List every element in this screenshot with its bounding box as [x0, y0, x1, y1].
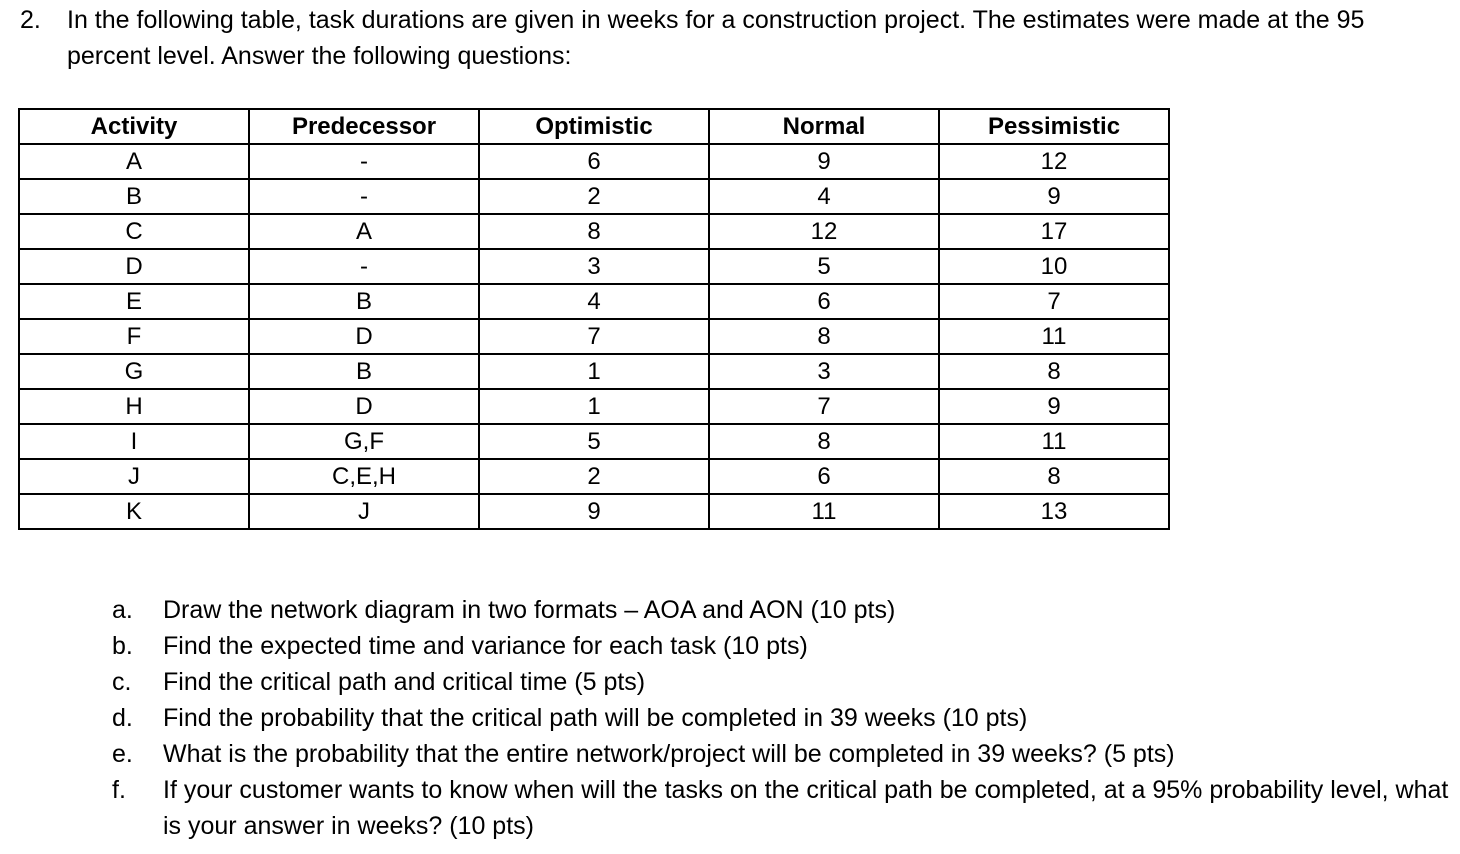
part-letter: a.	[112, 596, 133, 624]
table-header-row	[19, 109, 1169, 144]
cell-normal: 7	[709, 389, 939, 424]
part-text: Find the expected time and variance for each task (10 pts)	[163, 632, 808, 660]
part-letter: c.	[112, 668, 132, 696]
header-activity: Activity	[19, 109, 249, 144]
cell-activity: D	[19, 249, 249, 284]
cell-predecessor: D	[249, 319, 479, 354]
header-pessimistic: Pessimistic	[939, 109, 1169, 144]
part-letter: f.	[112, 776, 126, 804]
part-letter: d.	[112, 704, 133, 732]
task-duration-table	[18, 108, 1170, 530]
cell-optimistic: 1	[479, 354, 709, 389]
cell-pessimistic: 17	[939, 214, 1169, 249]
cell-optimistic: 4	[479, 284, 709, 319]
cell-activity: E	[19, 284, 249, 319]
table-row	[19, 319, 1169, 354]
question-part-f	[110, 772, 1450, 844]
cell-normal: 6	[709, 284, 939, 319]
cell-pessimistic: 12	[939, 144, 1169, 179]
cell-activity: I	[19, 424, 249, 459]
table-row	[19, 284, 1169, 319]
cell-activity: H	[19, 389, 249, 424]
question-text: In the following table, task durations are given in weeks for a construction project. The estimates were made at the 95 percent level. Answer the following questions:	[67, 6, 1365, 70]
cell-optimistic: 7	[479, 319, 709, 354]
table-row	[19, 494, 1169, 529]
table-row	[19, 424, 1169, 459]
part-text: What is the probability that the entire network/project will be completed in 39 weeks? (5 pts)	[163, 740, 1175, 768]
cell-predecessor: B	[249, 284, 479, 319]
header-optimistic: Optimistic	[479, 109, 709, 144]
part-letter: e.	[112, 740, 133, 768]
cell-pessimistic: 8	[939, 354, 1169, 389]
cell-normal: 3	[709, 354, 939, 389]
cell-activity: K	[19, 494, 249, 529]
question-part-d	[110, 700, 1450, 736]
cell-predecessor: -	[249, 179, 479, 214]
cell-normal: 12	[709, 214, 939, 249]
cell-pessimistic: 8	[939, 459, 1169, 494]
cell-pessimistic: 7	[939, 284, 1169, 319]
part-text: Draw the network diagram in two formats – AOA and AON (10 pts)	[163, 596, 896, 624]
cell-pessimistic: 9	[939, 389, 1169, 424]
cell-activity: J	[19, 459, 249, 494]
cell-optimistic: 3	[479, 249, 709, 284]
question-part-e	[110, 736, 1450, 772]
cell-optimistic: 1	[479, 389, 709, 424]
cell-optimistic: 2	[479, 179, 709, 214]
cell-predecessor: B	[249, 354, 479, 389]
header-predecessor: Predecessor	[249, 109, 479, 144]
part-text: If your customer wants to know when will the tasks on the critical path be completed, at a 95% probability level, what is your answer in weeks? (10 pts)	[163, 776, 1449, 840]
table-row	[19, 214, 1169, 249]
cell-predecessor: -	[249, 249, 479, 284]
cell-normal: 4	[709, 179, 939, 214]
cell-activity: C	[19, 214, 249, 249]
part-text: Find the critical path and critical time (5 pts)	[163, 668, 646, 696]
cell-predecessor: G,F	[249, 424, 479, 459]
cell-pessimistic: 11	[939, 424, 1169, 459]
question-part-a	[110, 592, 1450, 628]
cell-optimistic: 5	[479, 424, 709, 459]
question-part-b	[110, 628, 1450, 664]
cell-optimistic: 9	[479, 494, 709, 529]
cell-activity: A	[19, 144, 249, 179]
table-row	[19, 179, 1169, 214]
header-normal: Normal	[709, 109, 939, 144]
cell-normal: 11	[709, 494, 939, 529]
cell-optimistic: 2	[479, 459, 709, 494]
cell-predecessor: J	[249, 494, 479, 529]
cell-pessimistic: 11	[939, 319, 1169, 354]
question-number: 2.	[20, 6, 41, 34]
table-row	[19, 459, 1169, 494]
table-row	[19, 144, 1169, 179]
cell-predecessor: C,E,H	[249, 459, 479, 494]
question-part-c	[110, 664, 1450, 700]
cell-normal: 8	[709, 424, 939, 459]
question-parts-list	[110, 592, 1450, 844]
cell-activity: F	[19, 319, 249, 354]
cell-normal: 6	[709, 459, 939, 494]
cell-predecessor: D	[249, 389, 479, 424]
table-row	[19, 354, 1169, 389]
cell-normal: 5	[709, 249, 939, 284]
cell-pessimistic: 10	[939, 249, 1169, 284]
cell-pessimistic: 13	[939, 494, 1169, 529]
cell-predecessor: -	[249, 144, 479, 179]
part-text: Find the probability that the critical path will be completed in 39 weeks (10 pts)	[163, 704, 1028, 732]
table-row	[19, 249, 1169, 284]
table-row	[19, 389, 1169, 424]
cell-predecessor: A	[249, 214, 479, 249]
cell-activity: B	[19, 179, 249, 214]
part-letter: b.	[112, 632, 133, 660]
cell-normal: 8	[709, 319, 939, 354]
cell-optimistic: 8	[479, 214, 709, 249]
cell-activity: G	[19, 354, 249, 389]
cell-optimistic: 6	[479, 144, 709, 179]
cell-normal: 9	[709, 144, 939, 179]
cell-pessimistic: 9	[939, 179, 1169, 214]
